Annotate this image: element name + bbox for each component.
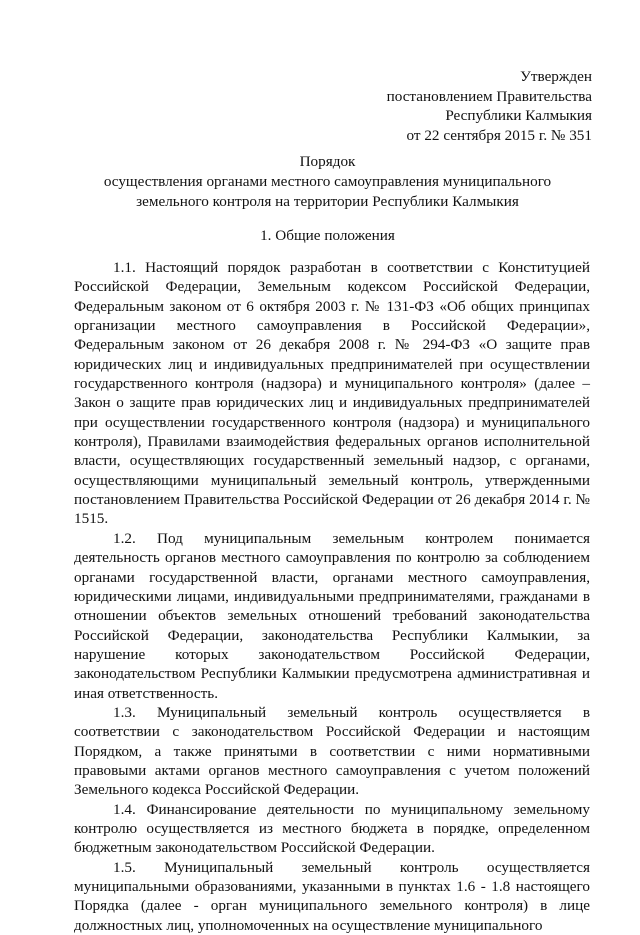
document-body — [74, 258, 590, 935]
approval-line-resolution: постановлением Правительства — [386, 87, 592, 105]
approval-line-republic: Республики Калмыкия — [445, 107, 592, 125]
paragraph-1-1: 1.1. Настоящий порядок разработан в соответствии с Конституцией Российской Федерации, Земельным кодексом Российской Федерации, Федеральным законом от 6 октября 2003 г. № 131-ФЗ «Об общих принципах организации местного самоуправления в Российской Федерации», Федеральным законом от 26 декабря 2008 г. № 294-ФЗ «О защите прав юридических лиц и индивидуальных предпринимателей при осуществлении государственного контроля (надзора) и муниципального контроля» (далее – Закон о защите прав юридических лиц и индивидуальных предпринимателей при осуществлении государственного контроля (надзора) и муниципального контроля), Правилами взаимодействия федеральных органов исполнительной власти, осуществляющих государственный земельный надзор, с органами, осуществляющими муниципальный земельный контроль, утвержденными постановлением Правительства Российской Федерации от 26 декабря 2014 г. № 1515. — [74, 259, 590, 528]
title-line-subject: осуществления органами местного самоуправления муниципального — [103, 172, 552, 190]
approval-block — [387, 67, 592, 145]
paragraph-1-2: 1.2. Под муниципальным земельным контролем понимается деятельность органов местного самоуправления по контролю за соблюдением органами государственной власти, органами местного самоуправления, юридическими лицами, индивидуальными предпринимателями, гражданами в отношении объектов земельных отношений требований законодательства Российской Федерации, законодательства Республики Калмыкии, за нарушение которых законодательством Российской Федерации, законодательством Республики Калмыкии предусмотрена административная и иная ответственность. — [74, 529, 590, 702]
paragraph-1-3: 1.3. Муниципальный земельный контроль осуществляется в соответствии с законодательством Российской Федерации и настоящим Порядком, а также принятыми в соответствии с ними нормативными правовыми актами органов местного самоуправления с учетом положений Земельного кодекса Российской Федерации. — [74, 703, 590, 799]
paragraph-1-4: 1.4. Финансирование деятельности по муниципальному земельному контролю осуществляется из местного бюджета в порядке, определенном бюджетным законодательством Российской Федерации. — [74, 800, 590, 857]
approval-line-date-number: от 22 сентября 2015 г. № 351 — [406, 126, 592, 144]
section-heading: 1. Общие положения — [260, 227, 395, 244]
paragraph-1-5: 1.5. Муниципальный земельный контроль осуществляется муниципальными образованиями, указанными в пунктах 1.6 - 1.8 настоящего Порядка (далее - орган муниципального земельного контроля) в лице должностных лиц, уполномоченных на осуществление муниципального — [74, 858, 590, 934]
document-title — [60, 152, 595, 211]
title-line-scope: земельного контроля на территории Республики Калмыкия — [136, 192, 519, 210]
approval-line-approved: Утвержден — [520, 68, 592, 85]
title-line-procedure: Порядок — [299, 153, 356, 170]
